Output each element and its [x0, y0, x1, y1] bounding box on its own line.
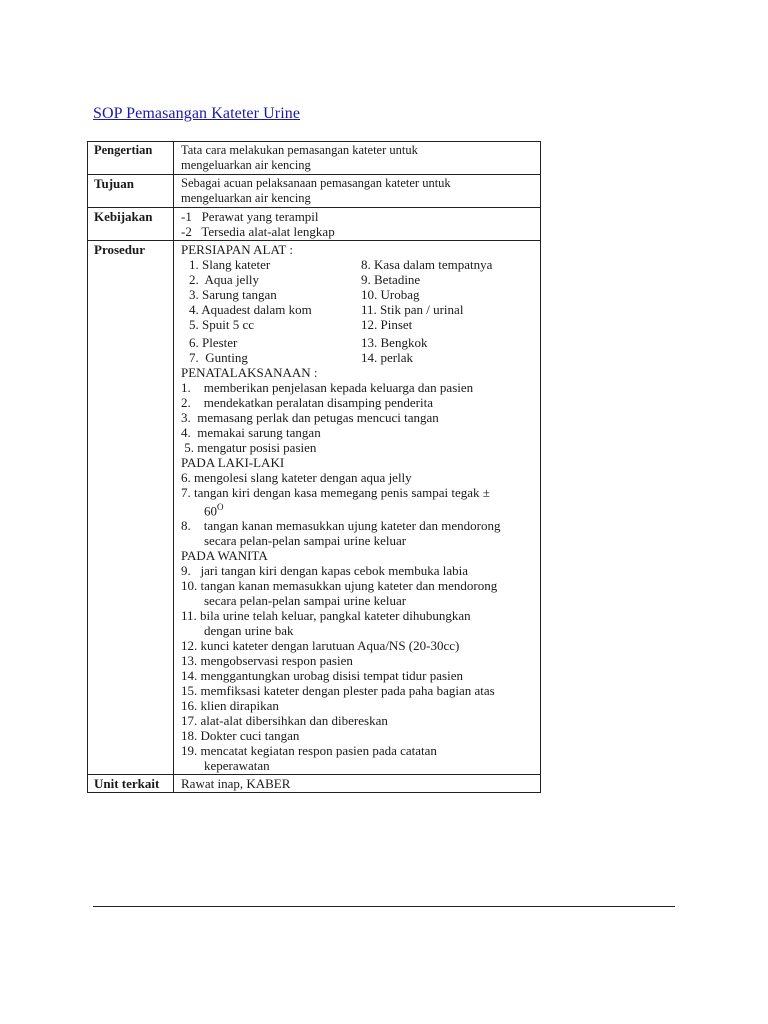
penatalaksanaan-heading: PENATALAKSANAAN : [181, 365, 318, 380]
step-item: 12. kunci kateter dengan larutuan Aqua/NS (20-30cc) [181, 638, 460, 654]
step-item: 9. jari tangan kiri dengan kapas cebok membuka labia [181, 563, 468, 579]
alat-item: 7. Gunting [189, 350, 248, 365]
step-continuation: secara pelan-pelan sampai urine keluar [204, 533, 407, 549]
persiapan-heading: PERSIAPAN ALAT : [181, 242, 293, 257]
angle-value: 60 [204, 503, 217, 519]
step-continuation [181, 500, 535, 518]
row-kebijakan [88, 208, 541, 241]
alat-item: 6. Plester [189, 335, 238, 350]
step-item: 1. memberikan penjelasan kepada keluarga dan pasien [181, 380, 474, 395]
step-item: 2. mendekatkan peralatan disamping penderita [181, 395, 433, 410]
cell-tujuan [174, 175, 541, 208]
label-unit-terkait: Unit terkait [88, 775, 174, 793]
step-item: 18. Dokter cuci tangan [181, 728, 300, 744]
label-tujuan: Tujuan [88, 175, 174, 208]
alat-item: 2. Aqua jelly [189, 272, 260, 287]
footer-rule [93, 906, 675, 907]
step-continuation: keperawatan [204, 758, 270, 774]
step-item: 8. tangan kanan memasukkan ujung kateter dan mendorong [181, 518, 501, 534]
row-tujuan [88, 175, 541, 208]
step-item: 16. klien dirapikan [181, 698, 279, 714]
document-title: SOP Pemasangan Kateter Urine [93, 105, 301, 122]
laki-heading: PADA LAKI-LAKI [181, 455, 285, 470]
step-continuation: dengan urine bak [204, 623, 294, 639]
label-kebijakan: Kebijakan [88, 208, 174, 241]
kebijakan-item: -1 Perawat yang terampil [181, 209, 319, 224]
step-item: 14. menggantungkan urobag disisi tempat tidur pasien [181, 668, 463, 684]
label-pengertian: Pengertian [88, 142, 174, 175]
step-item: 6. mengolesi slang kateter dengan aqua jelly [181, 470, 412, 485]
step-item: 5. mengatur posisi pasien [181, 440, 317, 455]
cell-prosedur [174, 241, 541, 775]
cell-unit-terkait: Rawat inap, KABER [174, 775, 541, 793]
alat-item: 14. perlak [361, 350, 413, 365]
sop-table [87, 141, 541, 793]
alat-item: 12. Pinset [361, 317, 413, 332]
cell-kebijakan [174, 208, 541, 241]
wanita-heading: PADA WANITA [181, 548, 268, 564]
alat-item: 11. Stik pan / urinal [361, 302, 464, 317]
step-item: 11. bila urine telah keluar, pangkal kateter dihubungkan [181, 608, 471, 624]
step-item: 15. memfiksasi kateter dengan plester pada paha bagian atas [181, 683, 495, 699]
cell-pengertian [174, 142, 541, 175]
step-item: 19. mencatat kegiatan respon pasien pada catatan [181, 743, 437, 759]
alat-item: 3. Sarung tangan [189, 287, 277, 302]
alat-item: 1. Slang kateter [189, 257, 271, 272]
step-item: 7. tangan kiri dengan kasa memegang penis sampai tegak ± [181, 485, 490, 500]
alat-item: 8. Kasa dalam tempatnya [361, 257, 493, 272]
alat-item: 5. Spuit 5 cc [189, 317, 254, 332]
pengertian-line: mengeluarkan air kencing [181, 158, 311, 172]
alat-item: 10. Urobag [361, 287, 420, 302]
step-item: 3. memasang perlak dan petugas mencuci tangan [181, 410, 439, 425]
step-item: 13. mengobservasi respon pasien [181, 653, 353, 669]
step-item: 17. alat-alat dibersihkan dan dibereskan [181, 713, 388, 729]
pengertian-line: Tata cara melakukan pemasangan kateter untuk [181, 143, 418, 157]
step-item: 4. memakai sarung tangan [181, 425, 321, 440]
row-unit-terkait [88, 775, 541, 793]
row-prosedur [88, 241, 541, 775]
kebijakan-item: -2 Tersedia alat-alat lengkap [181, 224, 335, 239]
tujuan-line: Sebagai acuan pelaksanaan pemasangan kateter untuk [181, 176, 451, 190]
step-item: 10. tangan kanan memasukkan ujung kateter dan mendorong [181, 578, 498, 594]
label-prosedur: Prosedur [88, 241, 174, 775]
alat-item: 9. Betadine [361, 272, 421, 287]
tujuan-line: mengeluarkan air kencing [181, 191, 311, 205]
alat-item: 13. Bengkok [361, 335, 428, 350]
degree-mark: O [217, 502, 224, 512]
step-continuation: secara pelan-pelan sampai urine keluar [204, 593, 407, 609]
alat-list [181, 257, 535, 365]
alat-item: 4. Aquadest dalam kom [189, 302, 312, 317]
row-pengertian [88, 142, 541, 175]
